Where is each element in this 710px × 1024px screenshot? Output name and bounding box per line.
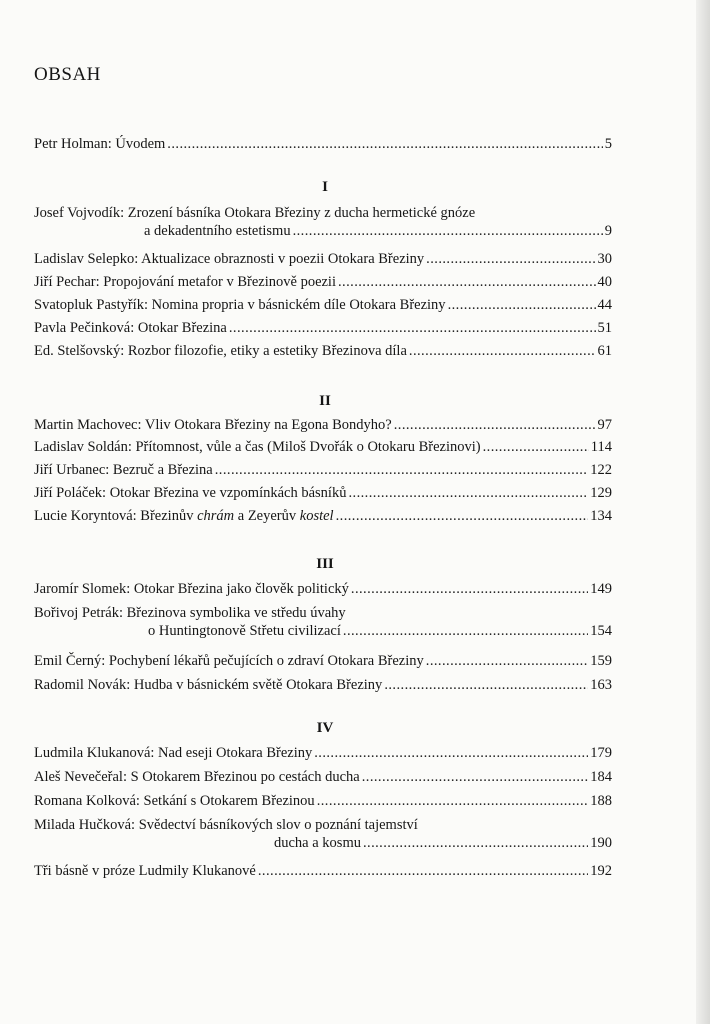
dot-leader <box>426 250 595 268</box>
page-number: 163 <box>590 677 612 693</box>
entry-text: Jiří Urbanec: Bezruč a Březina <box>34 462 213 478</box>
page-number: 30 <box>597 251 612 267</box>
page-number: 184 <box>590 769 612 785</box>
dot-leader <box>448 296 596 314</box>
page-number: 114 <box>590 439 612 455</box>
dot-leader <box>167 135 602 153</box>
entry-text: Radomil Novák: Hudba v básnickém světě Otokara Březiny <box>34 677 383 693</box>
dot-leader <box>258 862 588 880</box>
dot-leader <box>229 319 596 337</box>
toc-entry <box>34 676 612 694</box>
entry-text: Ed. Stelšovský: Rozbor filozofie, etiky a estetiky Březinova díla <box>34 343 407 359</box>
toc-entry <box>34 862 612 880</box>
page-number: 129 <box>590 485 612 501</box>
page-number: 134 <box>590 508 612 524</box>
dot-leader <box>336 507 589 525</box>
toc-entry <box>34 461 612 479</box>
entry-text: Jaromír Slomek: Otokar Březina jako člověk politický <box>34 581 349 597</box>
page-number: 5 <box>604 136 612 152</box>
italic-title-chram: chrám <box>197 508 235 524</box>
toc-entry <box>34 319 612 337</box>
entry-text: Svatopluk Pastyřík: Nomina propria v básnickém díle Otokara Březiny <box>34 297 446 313</box>
entry-text: Pavla Pečinková: Otokar Březina <box>34 320 227 336</box>
entry-text: Martin Machovec: Vliv Otokara Březiny na Egona Bondyho? <box>34 417 392 433</box>
dot-leader <box>363 834 588 852</box>
dot-leader <box>409 342 596 360</box>
page-number: 61 <box>597 343 612 359</box>
toc-entry <box>34 580 612 598</box>
page-number: 149 <box>590 581 612 597</box>
italic-title-kostel: kostel <box>299 508 334 524</box>
toc-entry <box>34 484 612 502</box>
entry-text-continued: ducha a kosmu <box>274 835 361 851</box>
toc-entry-intro <box>34 135 612 153</box>
toc-entry <box>34 507 612 525</box>
page-edge-shadow <box>696 0 710 1024</box>
entry-title: Úvodem <box>115 136 166 152</box>
toc-entry <box>34 273 612 291</box>
dot-leader <box>384 676 588 694</box>
dot-leader <box>348 484 588 502</box>
entry-text: Jiří Pechar: Propojování metafor v Březinově poezii <box>34 274 336 290</box>
page-number: 40 <box>597 274 612 290</box>
page-number: 154 <box>590 623 612 639</box>
section-label-i: I <box>322 179 328 195</box>
entry-text: Emil Černý: Pochybení lékařů pečujících o zdraví Otokara Březiny <box>34 653 424 669</box>
section-label-ii: II <box>319 393 331 409</box>
dot-leader <box>483 438 589 456</box>
page-number: 44 <box>597 297 612 313</box>
toc-entry <box>34 652 612 670</box>
toc-entry <box>34 768 612 786</box>
entry-text: Bořivoj Petrák: Březinova symbolika ve středu úvahy <box>34 605 346 621</box>
toc-entry <box>34 204 612 240</box>
dot-leader <box>426 652 588 670</box>
entry-text: Ludmila Klukanová: Nad eseji Otokara Březiny <box>34 745 313 761</box>
toc-entry <box>34 792 612 810</box>
page-number: 122 <box>590 462 612 478</box>
toc-entry <box>34 604 612 640</box>
page-number: 188 <box>590 793 612 809</box>
entry-text: Lucie Koryntová: Březinův chrám a Zeyerův kostel <box>34 508 334 524</box>
entry-text-continued: o Huntingtonově Střetu civilizací <box>148 623 341 639</box>
dot-leader <box>338 273 596 291</box>
toc-entry <box>34 816 612 852</box>
dot-leader <box>314 744 588 762</box>
entry-text: Ladislav Selepko: Aktualizace obraznosti v poezii Otokara Březiny <box>34 251 425 267</box>
dot-leader <box>343 622 588 640</box>
toc-entry <box>34 416 612 434</box>
page-number: 159 <box>590 653 612 669</box>
entry-text: Milada Hučková: Svědectví básníkových slov o poznání tajemství <box>34 817 418 833</box>
page-number: 192 <box>590 863 612 879</box>
toc-entry <box>34 744 612 762</box>
entry-text: Romana Kolková: Setkání s Otokarem Březinou <box>34 793 315 809</box>
entry-text: Josef Vojvodík: Zrození básníka Otokara Březiny z ducha hermetické gnóze <box>34 205 476 221</box>
page-title: OBSAH <box>34 64 101 85</box>
toc-entry <box>34 250 612 268</box>
toc-entry <box>34 296 612 314</box>
page-number: 51 <box>597 320 612 336</box>
entry-author: Petr Holman: <box>34 136 112 152</box>
entry-text-continued: a dekadentního estetismu <box>144 223 291 239</box>
page-number: 190 <box>590 835 612 851</box>
page-number: 9 <box>604 223 612 239</box>
toc-entry <box>34 438 612 456</box>
page-number: 179 <box>590 745 612 761</box>
dot-leader <box>351 580 588 598</box>
dot-leader <box>215 461 589 479</box>
section-label-iii: III <box>316 556 334 572</box>
toc-entry <box>34 342 612 360</box>
dot-leader <box>293 222 603 240</box>
entry-text: Ladislav Soldán: Přítomnost, vůle a čas (Miloš Dvořák o Otokaru Březinovi) <box>34 439 481 455</box>
entry-text: Jiří Poláček: Otokar Březina ve vzpomínkách básníků <box>34 485 347 501</box>
entry-text: Tři básně v próze Ludmily Klukanové <box>34 863 256 879</box>
page-number: 97 <box>597 417 612 433</box>
entry-text: Aleš Nevečeřal: S Otokarem Březinou po cestách ducha <box>34 769 360 785</box>
dot-leader <box>362 768 589 786</box>
section-label-iv: IV <box>316 720 334 736</box>
dot-leader <box>394 416 596 434</box>
dot-leader <box>317 792 589 810</box>
